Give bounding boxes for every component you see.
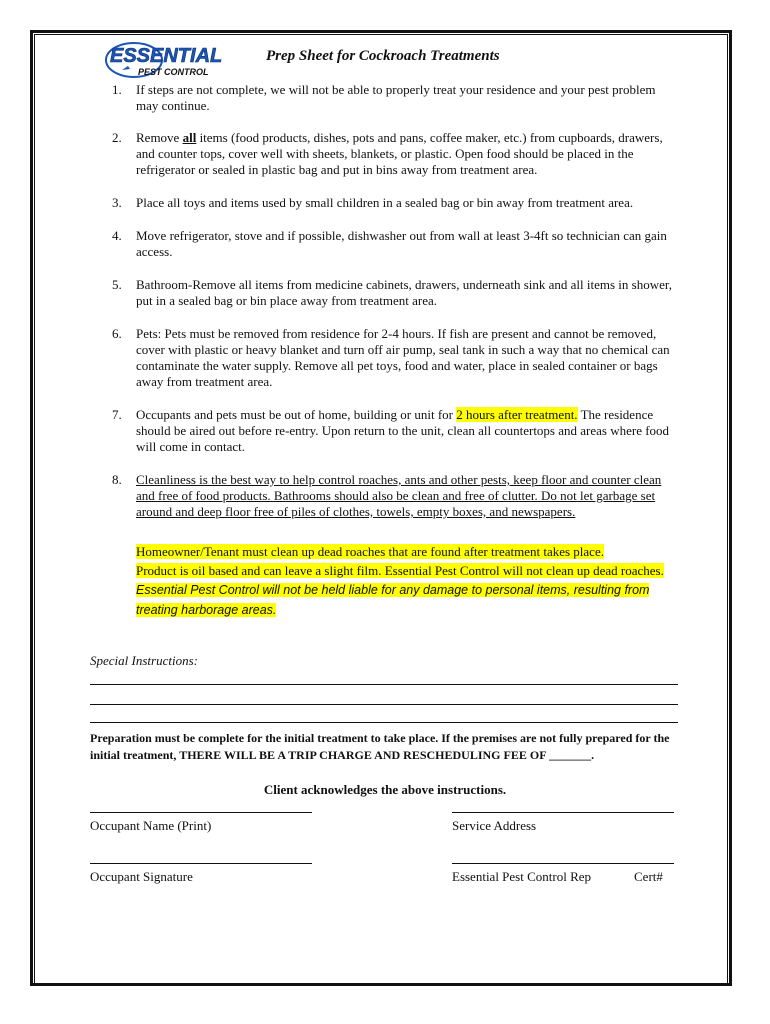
item-text: Cleanliness is the best way to help control roaches, ants and other pests, keep floor and counter clean and free of food products. Bathrooms should also be clean and free of clutter. Do not let garbage set around and deep floor free of piles of clothes, towels, empty boxes, and newspapers. [136, 472, 662, 519]
list-item: 5. Bathroom-Remove all items from medicine cabinets, drawers, underneath sink and all items in shower, put in a sealed bag or bin place away from treatment area. [112, 277, 672, 308]
item-text: Move refrigerator, stove and if possible, dishwasher out from wall at least 3-4ft so technician can gain access. [136, 228, 667, 259]
page-title: Prep Sheet for Cockroach Treatments [266, 48, 500, 64]
list-item: 6. Pets: Pets must be removed from residence for 2-4 hours. If fish are present and cannot be removed, cover with plastic or heavy blanket and turn off air pump, seal tank in such a way that no chemical can contaminate the water supply. Remove all pet toys, food and water, place in sealed container or bags away from treatment area. [112, 326, 670, 389]
instruction-list [112, 82, 680, 537]
svg-text:ESSENTIAL: ESSENTIAL [110, 45, 223, 67]
notice-block [136, 542, 666, 620]
item-text: Occupants and pets must be out of home, building or unit for 2 hours after treatment. The residence should be aired out before re-entry. Upon return to the unit, clean all countertops and areas where food will come in contact. [136, 407, 670, 454]
list-item: 4. Move refrigerator, stove and if possible, dishwasher out from wall at least 3-4ft so technician can gain access. [112, 228, 667, 259]
prep-notice: Preparation must be complete for the initial treatment to take place. If the premises are not fully prepared for the initial treatment, THERE WILL BE A TRIP CHARGE AND RESCHEDULING FEE OF _______. [90, 731, 670, 762]
list-item: 2. Remove all items (food products, dishes, pots and pans, coffee maker, etc.) from cupboards, drawers, and counter tops, cover well with sheets, blankets, or plastic. Open food should be placed in the refrigerator or sealed in plastic bag and put in bins away from treatment area. [112, 130, 663, 177]
list-item: 1. If steps are not complete, we will not be able to properly treat your residence and your pest problem may continue. [112, 82, 656, 113]
acknowledgement: Client acknowledges the above instructions. [263, 782, 507, 797]
item-text: Remove all items (food products, dishes, pots and pans, coffee maker, etc.) from cupboards, drawers, and counter tops, cover well with sheets, blankets, or plastic. Open food should be placed in the refrigerator or sealed in plastic bag and put in bins away from treatment area. [136, 130, 663, 177]
occupant-name-label: Occupant Name (Print) [90, 818, 212, 833]
service-address-label: Service Address [452, 818, 537, 833]
company-logo [104, 40, 224, 80]
item-text: If steps are not complete, we will not be able to properly treat your residence and your pest problem may continue. [136, 82, 656, 113]
occupant-name-field[interactable] [90, 812, 312, 813]
notice-line: Homeowner/Tenant must clean up dead roaches that are found after treatment takes place. [136, 544, 604, 559]
highlighted-text: 2 hours after treatment. [456, 407, 578, 422]
rep-signature-field[interactable] [452, 863, 674, 864]
occupant-signature-field[interactable] [90, 863, 312, 864]
list-item: 8. Cleanliness is the best way to help control roaches, ants and other pests, keep floor and counter clean and free of food products. Bathrooms should also be clean and free of clutter. Do not let garbage set around and deep floor free of piles of clothes, towels, empty boxes, and newspapers. [112, 472, 662, 519]
special-instructions-label: Special Instructions: [90, 653, 198, 668]
notice-line: Product is oil based and can leave a slight film. Essential Pest Control will not clean up dead roaches. [136, 563, 664, 578]
rep-label: Essential Pest Control Rep [452, 869, 592, 884]
special-instructions-line[interactable] [90, 722, 678, 723]
list-item: 7. Occupants and pets must be out of home, building or unit for 2 hours after treatment. The residence should be aired out before re-entry. Upon return to the unit, clean all countertops and areas where food will come in contact. [112, 407, 670, 454]
item-text: Pets: Pets must be removed from residence for 2-4 hours. If fish are present and cannot be removed, cover with plastic or heavy blanket and turn off air pump, seal tank in such a way that no chemical can contaminate the water supply. Remove all pet toys, food and water, place in sealed container or bags away from treatment area. [136, 326, 670, 389]
svg-text:PEST CONTROL: PEST CONTROL [138, 67, 209, 77]
liability-notice: Essential Pest Control will not be held liable for any damage to personal items, resulting from treating harborage areas. [136, 583, 650, 617]
service-address-field[interactable] [452, 812, 674, 813]
special-instructions-line[interactable] [90, 704, 678, 705]
item-text: Bathroom-Remove all items from medicine cabinets, drawers, underneath sink and all items in shower, put in a sealed bag or bin place away from treatment area. [136, 277, 672, 308]
item-text: Place all toys and items used by small children in a sealed bag or bin away from treatment area. [136, 195, 634, 210]
special-instructions-line[interactable] [90, 684, 678, 685]
list-item: 3. Place all toys and items used by small children in a sealed bag or bin away from treatment area. [112, 195, 634, 210]
occupant-signature-label: Occupant Signature [90, 869, 193, 884]
cert-label: Cert# [634, 869, 663, 884]
